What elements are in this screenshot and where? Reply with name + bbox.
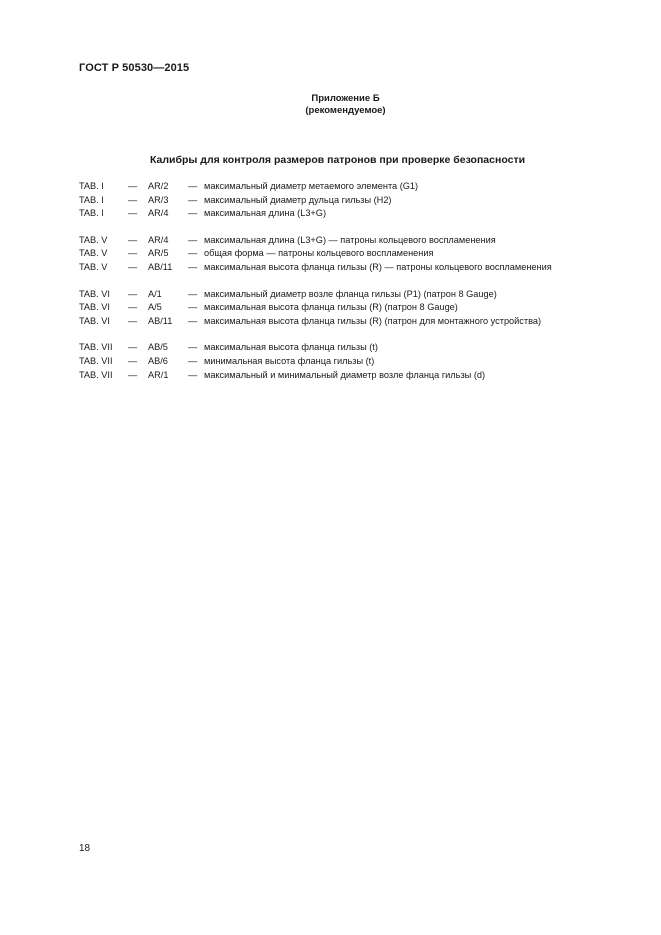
gauge-group bbox=[79, 341, 639, 382]
gauge-code: AB/11 bbox=[148, 261, 173, 272]
dash-separator: — bbox=[188, 315, 198, 326]
gauge-code: AR/4 bbox=[148, 234, 169, 245]
gauge-row bbox=[79, 180, 639, 194]
dash-separator: — bbox=[188, 369, 198, 380]
gauge-description: максимальный диаметр метаемого элемента (G1) bbox=[204, 181, 419, 191]
dash-separator: — bbox=[188, 261, 198, 272]
dash-separator: — bbox=[188, 342, 198, 353]
table-ref: TAB. V bbox=[79, 261, 108, 272]
dash-separator: — bbox=[188, 355, 198, 366]
gauge-description: максимальная длина (L3+G) — патроны кольцевого воспламенения bbox=[204, 234, 496, 245]
table-ref: TAB. V bbox=[79, 248, 108, 259]
gauge-group bbox=[79, 180, 639, 221]
dash-separator: — bbox=[188, 194, 198, 205]
gauge-description: максимальная высота фланца гильзы (R) (патрон 8 Gauge) bbox=[204, 302, 458, 313]
dash-separator: — bbox=[188, 208, 198, 219]
dash-separator: — bbox=[188, 288, 198, 299]
dash-separator: — bbox=[128, 315, 138, 326]
gauge-description: минимальная высота фланца гильзы (t) bbox=[204, 355, 375, 366]
dash-separator: — bbox=[128, 342, 138, 353]
gauge-description: максимальная высота фланца гильзы (t) bbox=[204, 342, 378, 353]
dash-separator: — bbox=[188, 248, 198, 259]
gauge-code: AB/5 bbox=[148, 342, 168, 353]
gauge-description: максимальная высота фланца гильзы (R) — патроны кольцевого воспламенения bbox=[204, 261, 552, 272]
dash-separator: — bbox=[128, 234, 138, 245]
table-ref: TAB. I bbox=[79, 208, 104, 219]
gauge-description: максимальная длина (L3+G) bbox=[204, 208, 326, 219]
annex-status: (рекомендуемое) bbox=[305, 105, 386, 116]
dash-separator: — bbox=[128, 248, 138, 259]
gauge-code: AR/4 bbox=[148, 208, 169, 219]
table-ref: TAB. VII bbox=[79, 342, 113, 353]
section-title: Калибры для контроля размеров патронов при проверке безопасности bbox=[150, 154, 526, 166]
dash-separator: — bbox=[128, 355, 138, 366]
gauge-row bbox=[79, 247, 639, 261]
table-ref: TAB. VI bbox=[79, 315, 110, 326]
gauge-group bbox=[79, 288, 639, 329]
gauge-description: максимальный и минимальный диаметр возле фланца гильзы (d) bbox=[204, 369, 486, 380]
gauge-code: AR/1 bbox=[148, 369, 169, 380]
dash-separator: — bbox=[188, 181, 198, 191]
gauge-row bbox=[79, 341, 639, 355]
table-ref: TAB. V bbox=[79, 234, 108, 245]
table-ref: TAB. VI bbox=[79, 302, 110, 313]
dash-separator: — bbox=[128, 261, 138, 272]
gauge-row bbox=[79, 207, 639, 221]
table-ref: TAB. VII bbox=[79, 369, 113, 380]
gauge-row bbox=[79, 288, 639, 302]
table-ref: TAB. I bbox=[79, 181, 104, 191]
gauge-code: AB/11 bbox=[148, 315, 173, 326]
gauge-row bbox=[79, 301, 639, 315]
annex-heading bbox=[0, 93, 661, 117]
dash-separator: — bbox=[188, 234, 198, 245]
dash-separator: — bbox=[128, 181, 138, 191]
gauge-description: максимальный диаметр возле фланца гильзы (P1) (патрон 8 Gauge) bbox=[204, 288, 497, 299]
gauge-description: общая форма — патроны кольцевого воспламенения bbox=[204, 248, 434, 259]
gauge-row bbox=[79, 315, 639, 329]
gauge-code: AR/2 bbox=[148, 181, 169, 191]
gauge-row bbox=[79, 194, 639, 208]
gauge-row bbox=[79, 261, 639, 275]
table-ref: TAB. VII bbox=[79, 355, 113, 366]
gauge-row bbox=[79, 355, 639, 369]
dash-separator: — bbox=[128, 194, 138, 205]
gauge-code: AB/6 bbox=[148, 355, 168, 366]
dash-separator: — bbox=[128, 208, 138, 219]
standard-code: ГОСТ Р 50530—2015 bbox=[79, 62, 190, 74]
gauge-row bbox=[79, 369, 639, 383]
dash-separator: — bbox=[128, 302, 138, 313]
gauge-list bbox=[79, 180, 639, 395]
gauge-code: A/1 bbox=[148, 288, 162, 299]
table-ref: TAB. VI bbox=[79, 288, 110, 299]
gauge-row bbox=[79, 234, 639, 248]
page-number: 18 bbox=[79, 843, 91, 854]
dash-separator: — bbox=[188, 302, 198, 313]
annex-title: Приложение Б bbox=[311, 93, 380, 104]
gauge-description: максимальный диаметр дульца гильзы (H2) bbox=[204, 194, 392, 205]
gauge-code: A/5 bbox=[148, 302, 162, 313]
gauge-description: максимальная высота фланца гильзы (R) (патрон для монтажного устройства) bbox=[204, 315, 542, 326]
gauge-code: AR/3 bbox=[148, 194, 169, 205]
gauge-group bbox=[79, 234, 639, 275]
table-ref: TAB. I bbox=[79, 194, 104, 205]
dash-separator: — bbox=[128, 288, 138, 299]
gauge-code: AR/5 bbox=[148, 248, 169, 259]
dash-separator: — bbox=[128, 369, 138, 380]
